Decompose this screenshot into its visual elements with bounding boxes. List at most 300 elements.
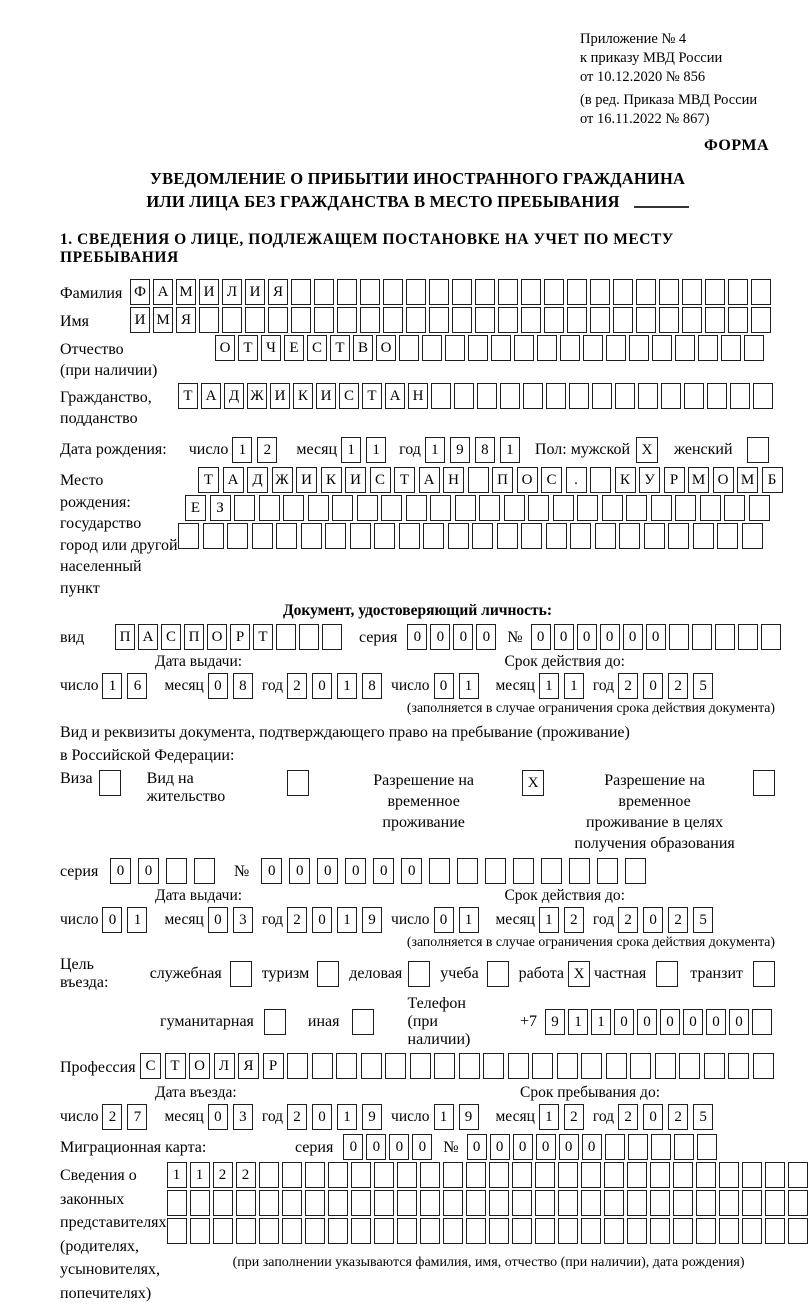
- char-cell[interactable]: 0: [412, 1134, 432, 1160]
- char-cell[interactable]: 0: [559, 1134, 579, 1160]
- char-cell[interactable]: [627, 1218, 647, 1244]
- char-cell[interactable]: [788, 1162, 808, 1188]
- char-cell[interactable]: [314, 307, 334, 333]
- char-cell[interactable]: В: [353, 335, 373, 361]
- char-cell[interactable]: Т: [394, 467, 415, 493]
- char-cell[interactable]: [291, 279, 311, 305]
- visa-checkbox[interactable]: [99, 770, 121, 796]
- char-cell[interactable]: [178, 523, 199, 549]
- char-cell[interactable]: 0: [261, 858, 282, 884]
- char-cell[interactable]: [429, 858, 450, 884]
- char-cell[interactable]: [738, 624, 758, 650]
- char-cell[interactable]: 0: [577, 624, 597, 650]
- char-cell[interactable]: [282, 1218, 302, 1244]
- char-cell[interactable]: 0: [554, 624, 574, 650]
- char-cell[interactable]: Я: [238, 1053, 259, 1079]
- char-cell[interactable]: О: [189, 1053, 210, 1079]
- char-cell[interactable]: [696, 1218, 716, 1244]
- char-cell[interactable]: [704, 1053, 725, 1079]
- char-cell[interactable]: [357, 495, 378, 521]
- char-cell[interactable]: [360, 279, 380, 305]
- char-cell[interactable]: [692, 624, 712, 650]
- char-cell[interactable]: [397, 1218, 417, 1244]
- char-cell[interactable]: 2: [102, 1104, 122, 1130]
- char-cell[interactable]: 0: [138, 858, 159, 884]
- char-cell[interactable]: [283, 495, 304, 521]
- char-cell[interactable]: 0: [476, 624, 496, 650]
- char-cell[interactable]: Р: [664, 467, 685, 493]
- char-cell[interactable]: Ф: [130, 279, 150, 305]
- char-cell[interactable]: [528, 495, 549, 521]
- char-cell[interactable]: [508, 1053, 529, 1079]
- purpose-humanitarian-checkbox[interactable]: [264, 1009, 286, 1035]
- char-cell[interactable]: 0: [434, 673, 454, 699]
- char-cell[interactable]: 0: [643, 907, 663, 933]
- char-cell[interactable]: [651, 1134, 671, 1160]
- char-cell[interactable]: С: [161, 624, 181, 650]
- char-cell[interactable]: [448, 523, 469, 549]
- char-cell[interactable]: 1: [539, 673, 559, 699]
- char-cell[interactable]: О: [207, 624, 227, 650]
- char-cell[interactable]: [337, 279, 357, 305]
- char-cell[interactable]: [728, 1053, 749, 1079]
- char-cell[interactable]: [498, 307, 518, 333]
- char-cell[interactable]: 0: [312, 1104, 332, 1130]
- char-cell[interactable]: 9: [450, 437, 470, 463]
- char-cell[interactable]: 0: [513, 1134, 533, 1160]
- char-cell[interactable]: [312, 1053, 333, 1079]
- char-cell[interactable]: [569, 858, 590, 884]
- char-cell[interactable]: [483, 1053, 504, 1079]
- char-cell[interactable]: [459, 1053, 480, 1079]
- char-cell[interactable]: [541, 858, 562, 884]
- char-cell[interactable]: [742, 1190, 762, 1216]
- char-cell[interactable]: [765, 1190, 785, 1216]
- char-cell[interactable]: [752, 1009, 772, 1035]
- char-cell[interactable]: [719, 1162, 739, 1188]
- char-cell[interactable]: [535, 1218, 555, 1244]
- char-cell[interactable]: 0: [373, 858, 394, 884]
- char-cell[interactable]: 0: [536, 1134, 556, 1160]
- char-cell[interactable]: 0: [389, 1134, 409, 1160]
- char-cell[interactable]: П: [492, 467, 513, 493]
- char-cell[interactable]: И: [270, 383, 290, 409]
- char-cell[interactable]: Т: [165, 1053, 186, 1079]
- char-cell[interactable]: [523, 383, 543, 409]
- char-cell[interactable]: [544, 279, 564, 305]
- char-cell[interactable]: [385, 1053, 406, 1079]
- char-cell[interactable]: Д: [224, 383, 244, 409]
- char-cell[interactable]: Ж: [247, 383, 267, 409]
- char-cell[interactable]: 0: [430, 624, 450, 650]
- char-cell[interactable]: К: [293, 383, 313, 409]
- char-cell[interactable]: 1: [337, 1104, 357, 1130]
- char-cell[interactable]: [558, 1218, 578, 1244]
- char-cell[interactable]: 2: [618, 1104, 638, 1130]
- char-cell[interactable]: [422, 335, 442, 361]
- char-cell[interactable]: [194, 858, 215, 884]
- char-cell[interactable]: Л: [222, 279, 242, 305]
- char-cell[interactable]: 1: [591, 1009, 611, 1035]
- char-cell[interactable]: [452, 279, 472, 305]
- char-cell[interactable]: [626, 495, 647, 521]
- char-cell[interactable]: 0: [289, 858, 310, 884]
- char-cell[interactable]: Е: [185, 495, 206, 521]
- char-cell[interactable]: [627, 1190, 647, 1216]
- char-cell[interactable]: 2: [287, 907, 307, 933]
- char-cell[interactable]: [625, 858, 646, 884]
- char-cell[interactable]: 1: [337, 673, 357, 699]
- char-cell[interactable]: С: [370, 467, 391, 493]
- char-cell[interactable]: [661, 383, 681, 409]
- char-cell[interactable]: [728, 279, 748, 305]
- char-cell[interactable]: [604, 1190, 624, 1216]
- char-cell[interactable]: О: [713, 467, 734, 493]
- char-cell[interactable]: [328, 1190, 348, 1216]
- char-cell[interactable]: [707, 383, 727, 409]
- char-cell[interactable]: [166, 858, 187, 884]
- char-cell[interactable]: [742, 1218, 762, 1244]
- char-cell[interactable]: И: [316, 383, 336, 409]
- char-cell[interactable]: 2: [564, 1104, 584, 1130]
- char-cell[interactable]: 1: [232, 437, 252, 463]
- char-cell[interactable]: Т: [362, 383, 382, 409]
- char-cell[interactable]: [489, 1162, 509, 1188]
- char-cell[interactable]: К: [615, 467, 636, 493]
- char-cell[interactable]: [728, 307, 748, 333]
- char-cell[interactable]: [669, 624, 689, 650]
- char-cell[interactable]: 0: [343, 1134, 363, 1160]
- char-cell[interactable]: 6: [127, 673, 147, 699]
- char-cell[interactable]: [466, 1190, 486, 1216]
- char-cell[interactable]: [590, 467, 611, 493]
- char-cell[interactable]: [236, 1190, 256, 1216]
- char-cell[interactable]: 0: [434, 907, 454, 933]
- char-cell[interactable]: 0: [614, 1009, 634, 1035]
- char-cell[interactable]: А: [201, 383, 221, 409]
- purpose-private-checkbox[interactable]: [656, 961, 678, 987]
- char-cell[interactable]: О: [517, 467, 538, 493]
- char-cell[interactable]: 0: [317, 858, 338, 884]
- char-cell[interactable]: [399, 523, 420, 549]
- char-cell[interactable]: [374, 523, 395, 549]
- char-cell[interactable]: [577, 495, 598, 521]
- char-cell[interactable]: Ч: [261, 335, 281, 361]
- char-cell[interactable]: [521, 279, 541, 305]
- char-cell[interactable]: 7: [127, 1104, 147, 1130]
- char-cell[interactable]: [222, 307, 242, 333]
- char-cell[interactable]: [455, 495, 476, 521]
- char-cell[interactable]: 2: [287, 673, 307, 699]
- char-cell[interactable]: 1: [564, 673, 584, 699]
- char-cell[interactable]: [383, 279, 403, 305]
- char-cell[interactable]: 0: [208, 907, 228, 933]
- char-cell[interactable]: 0: [660, 1009, 680, 1035]
- char-cell[interactable]: [628, 1134, 648, 1160]
- char-cell[interactable]: Я: [268, 279, 288, 305]
- char-cell[interactable]: [700, 495, 721, 521]
- char-cell[interactable]: [512, 1190, 532, 1216]
- char-cell[interactable]: [498, 279, 518, 305]
- char-cell[interactable]: [673, 1162, 693, 1188]
- char-cell[interactable]: [717, 523, 738, 549]
- char-cell[interactable]: 2: [668, 1104, 688, 1130]
- char-cell[interactable]: 1: [539, 1104, 559, 1130]
- char-cell[interactable]: 3: [233, 907, 253, 933]
- char-cell[interactable]: М: [153, 307, 173, 333]
- char-cell[interactable]: 3: [233, 1104, 253, 1130]
- char-cell[interactable]: 5: [693, 907, 713, 933]
- char-cell[interactable]: [590, 307, 610, 333]
- char-cell[interactable]: [673, 1218, 693, 1244]
- char-cell[interactable]: [604, 1162, 624, 1188]
- char-cell[interactable]: [351, 1218, 371, 1244]
- char-cell[interactable]: [443, 1218, 463, 1244]
- char-cell[interactable]: [374, 1190, 394, 1216]
- char-cell[interactable]: Р: [263, 1053, 284, 1079]
- char-cell[interactable]: 0: [102, 907, 122, 933]
- char-cell[interactable]: З: [210, 495, 231, 521]
- char-cell[interactable]: 0: [401, 858, 422, 884]
- char-cell[interactable]: [227, 523, 248, 549]
- char-cell[interactable]: [546, 523, 567, 549]
- char-cell[interactable]: 5: [693, 673, 713, 699]
- char-cell[interactable]: [613, 307, 633, 333]
- char-cell[interactable]: [351, 1162, 371, 1188]
- char-cell[interactable]: [753, 383, 773, 409]
- char-cell[interactable]: [420, 1190, 440, 1216]
- char-cell[interactable]: [532, 1053, 553, 1079]
- char-cell[interactable]: Т: [238, 335, 258, 361]
- char-cell[interactable]: А: [419, 467, 440, 493]
- char-cell[interactable]: [199, 307, 219, 333]
- char-cell[interactable]: [570, 523, 591, 549]
- char-cell[interactable]: А: [138, 624, 158, 650]
- char-cell[interactable]: [167, 1190, 187, 1216]
- char-cell[interactable]: [615, 383, 635, 409]
- char-cell[interactable]: 2: [287, 1104, 307, 1130]
- char-cell[interactable]: [410, 1053, 431, 1079]
- char-cell[interactable]: [236, 1218, 256, 1244]
- char-cell[interactable]: О: [376, 335, 396, 361]
- char-cell[interactable]: 9: [545, 1009, 565, 1035]
- char-cell[interactable]: 5: [693, 1104, 713, 1130]
- char-cell[interactable]: [749, 495, 770, 521]
- char-cell[interactable]: [468, 467, 489, 493]
- char-cell[interactable]: [693, 523, 714, 549]
- char-cell[interactable]: [730, 383, 750, 409]
- char-cell[interactable]: [491, 335, 511, 361]
- char-cell[interactable]: [443, 1190, 463, 1216]
- char-cell[interactable]: [466, 1218, 486, 1244]
- char-cell[interactable]: 8: [362, 673, 382, 699]
- char-cell[interactable]: [560, 335, 580, 361]
- char-cell[interactable]: [751, 279, 771, 305]
- char-cell[interactable]: 1: [459, 907, 479, 933]
- char-cell[interactable]: А: [385, 383, 405, 409]
- char-cell[interactable]: [268, 307, 288, 333]
- char-cell[interactable]: 0: [312, 907, 332, 933]
- char-cell[interactable]: О: [215, 335, 235, 361]
- char-cell[interactable]: [430, 495, 451, 521]
- char-cell[interactable]: [558, 1190, 578, 1216]
- char-cell[interactable]: [567, 279, 587, 305]
- char-cell[interactable]: [301, 523, 322, 549]
- char-cell[interactable]: 1: [568, 1009, 588, 1035]
- char-cell[interactable]: [252, 523, 273, 549]
- char-cell[interactable]: 0: [646, 624, 666, 650]
- char-cell[interactable]: [259, 1190, 279, 1216]
- char-cell[interactable]: [213, 1190, 233, 1216]
- char-cell[interactable]: [655, 1053, 676, 1079]
- char-cell[interactable]: [569, 383, 589, 409]
- char-cell[interactable]: 2: [236, 1162, 256, 1188]
- char-cell[interactable]: [466, 1162, 486, 1188]
- purpose-business-checkbox[interactable]: [408, 961, 430, 987]
- char-cell[interactable]: 9: [362, 1104, 382, 1130]
- char-cell[interactable]: [299, 624, 319, 650]
- char-cell[interactable]: [673, 1190, 693, 1216]
- char-cell[interactable]: Я: [176, 307, 196, 333]
- char-cell[interactable]: А: [153, 279, 173, 305]
- char-cell[interactable]: 1: [539, 907, 559, 933]
- char-cell[interactable]: [696, 1162, 716, 1188]
- char-cell[interactable]: [287, 1053, 308, 1079]
- char-cell[interactable]: 2: [668, 907, 688, 933]
- purpose-other-checkbox[interactable]: [352, 1009, 374, 1035]
- char-cell[interactable]: Н: [408, 383, 428, 409]
- char-cell[interactable]: [557, 1053, 578, 1079]
- char-cell[interactable]: 9: [362, 907, 382, 933]
- char-cell[interactable]: 2: [257, 437, 277, 463]
- char-cell[interactable]: 8: [233, 673, 253, 699]
- char-cell[interactable]: 0: [467, 1134, 487, 1160]
- char-cell[interactable]: [337, 307, 357, 333]
- char-cell[interactable]: 0: [208, 1104, 228, 1130]
- purpose-official-checkbox[interactable]: [230, 961, 252, 987]
- char-cell[interactable]: 8: [475, 437, 495, 463]
- char-cell[interactable]: [399, 335, 419, 361]
- char-cell[interactable]: [350, 523, 371, 549]
- char-cell[interactable]: [443, 1162, 463, 1188]
- char-cell[interactable]: [636, 307, 656, 333]
- char-cell[interactable]: [431, 383, 451, 409]
- char-cell[interactable]: [504, 495, 525, 521]
- char-cell[interactable]: [477, 383, 497, 409]
- char-cell[interactable]: 0: [643, 673, 663, 699]
- char-cell[interactable]: [546, 383, 566, 409]
- char-cell[interactable]: [420, 1218, 440, 1244]
- char-cell[interactable]: [682, 307, 702, 333]
- char-cell[interactable]: [567, 307, 587, 333]
- char-cell[interactable]: [308, 495, 329, 521]
- char-cell[interactable]: А: [223, 467, 244, 493]
- char-cell[interactable]: [581, 1190, 601, 1216]
- char-cell[interactable]: П: [184, 624, 204, 650]
- char-cell[interactable]: 2: [564, 907, 584, 933]
- char-cell[interactable]: [705, 279, 725, 305]
- char-cell[interactable]: [479, 495, 500, 521]
- char-cell[interactable]: 0: [407, 624, 427, 650]
- char-cell[interactable]: 1: [190, 1162, 210, 1188]
- char-cell[interactable]: [583, 335, 603, 361]
- char-cell[interactable]: С: [541, 467, 562, 493]
- char-cell[interactable]: 9: [459, 1104, 479, 1130]
- char-cell[interactable]: [629, 335, 649, 361]
- char-cell[interactable]: 0: [208, 673, 228, 699]
- char-cell[interactable]: [682, 279, 702, 305]
- char-cell[interactable]: 0: [490, 1134, 510, 1160]
- char-cell[interactable]: 0: [706, 1009, 726, 1035]
- char-cell[interactable]: [282, 1190, 302, 1216]
- char-cell[interactable]: С: [339, 383, 359, 409]
- char-cell[interactable]: [305, 1218, 325, 1244]
- purpose-study-checkbox[interactable]: [487, 961, 509, 987]
- char-cell[interactable]: [606, 1053, 627, 1079]
- char-cell[interactable]: .: [566, 467, 587, 493]
- char-cell[interactable]: И: [345, 467, 366, 493]
- char-cell[interactable]: [500, 383, 520, 409]
- char-cell[interactable]: Р: [230, 624, 250, 650]
- char-cell[interactable]: [291, 307, 311, 333]
- char-cell[interactable]: [259, 1162, 279, 1188]
- char-cell[interactable]: Т: [178, 383, 198, 409]
- purpose-transit-checkbox[interactable]: [753, 961, 775, 987]
- char-cell[interactable]: [190, 1218, 210, 1244]
- char-cell[interactable]: Ж: [272, 467, 293, 493]
- char-cell[interactable]: [581, 1218, 601, 1244]
- char-cell[interactable]: [423, 523, 444, 549]
- gender-female-checkbox[interactable]: [747, 437, 769, 463]
- char-cell[interactable]: 0: [729, 1009, 749, 1035]
- char-cell[interactable]: 2: [668, 673, 688, 699]
- char-cell[interactable]: [753, 1053, 774, 1079]
- char-cell[interactable]: 1: [425, 437, 445, 463]
- char-cell[interactable]: [650, 1190, 670, 1216]
- char-cell[interactable]: [259, 495, 280, 521]
- char-cell[interactable]: [282, 1162, 302, 1188]
- char-cell[interactable]: 0: [637, 1009, 657, 1035]
- char-cell[interactable]: [652, 335, 672, 361]
- char-cell[interactable]: [328, 1218, 348, 1244]
- char-cell[interactable]: [619, 523, 640, 549]
- char-cell[interactable]: И: [245, 279, 265, 305]
- char-cell[interactable]: 0: [110, 858, 131, 884]
- char-cell[interactable]: [613, 279, 633, 305]
- char-cell[interactable]: [581, 1162, 601, 1188]
- char-cell[interactable]: [512, 1218, 532, 1244]
- char-cell[interactable]: И: [199, 279, 219, 305]
- char-cell[interactable]: [668, 523, 689, 549]
- char-cell[interactable]: [234, 495, 255, 521]
- char-cell[interactable]: [698, 335, 718, 361]
- char-cell[interactable]: [468, 335, 488, 361]
- char-cell[interactable]: 0: [683, 1009, 703, 1035]
- char-cell[interactable]: [696, 1190, 716, 1216]
- char-cell[interactable]: [406, 307, 426, 333]
- char-cell[interactable]: Т: [198, 467, 219, 493]
- char-cell[interactable]: П: [115, 624, 135, 650]
- char-cell[interactable]: [489, 1218, 509, 1244]
- char-cell[interactable]: [190, 1190, 210, 1216]
- char-cell[interactable]: [472, 523, 493, 549]
- char-cell[interactable]: [590, 279, 610, 305]
- char-cell[interactable]: [167, 1218, 187, 1244]
- char-cell[interactable]: [761, 624, 781, 650]
- char-cell[interactable]: [374, 1162, 394, 1188]
- char-cell[interactable]: 1: [167, 1162, 187, 1188]
- char-cell[interactable]: [322, 624, 342, 650]
